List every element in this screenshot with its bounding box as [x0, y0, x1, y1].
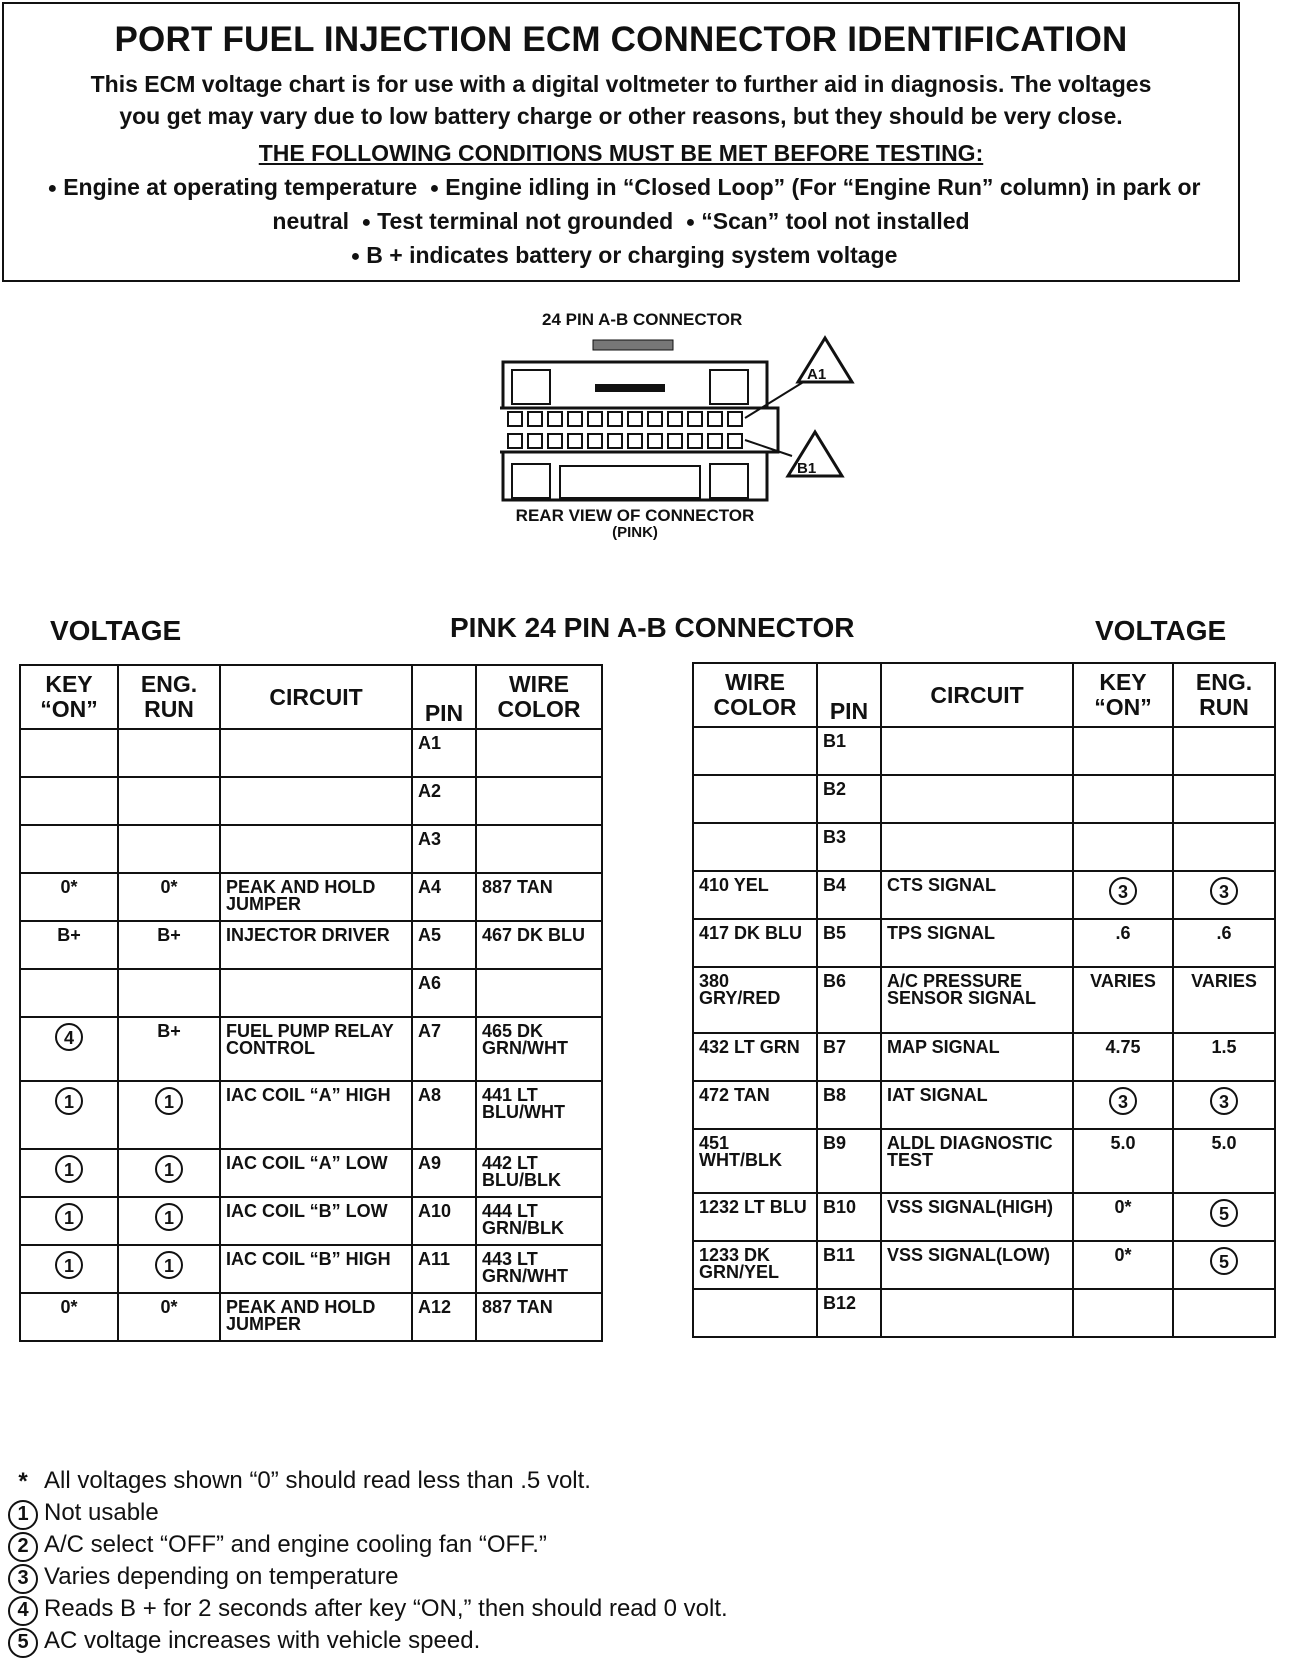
pin-table-a — [19, 664, 603, 1342]
conditions-line — [14, 239, 1228, 273]
bullet-icon: ● — [350, 248, 361, 265]
pin-cell: B8 — [817, 1081, 881, 1129]
table-header-row — [693, 663, 1275, 727]
footnote-item — [8, 1625, 1258, 1657]
col-header: WIRE COLOR — [476, 665, 602, 729]
pin-cell: A6 — [412, 969, 476, 1017]
pin-cell: B7 — [817, 1033, 881, 1081]
eng-run-cell — [1173, 1289, 1275, 1337]
eng-run-cell: B+ — [118, 921, 220, 969]
key-on-cell: 4.75 — [1073, 1033, 1173, 1081]
footnote-item — [8, 1529, 1258, 1561]
table-row — [693, 967, 1275, 1033]
eng-run-cell: B+ — [118, 1017, 220, 1081]
eng-run-cell — [118, 1197, 220, 1245]
col-header: KEY “ON” — [20, 665, 118, 729]
circuit-cell: MAP SIGNAL — [881, 1033, 1073, 1081]
pin-cell: A12 — [412, 1293, 476, 1341]
footnote-text: AC voltage increases with vehicle speed. — [44, 1627, 481, 1654]
note-3-circle-icon: 3 — [1210, 877, 1238, 905]
col-header: CIRCUIT — [220, 665, 412, 729]
eng-run-cell — [118, 729, 220, 777]
key-on-cell: B+ — [20, 921, 118, 969]
diagram-caption — [500, 506, 770, 540]
wire-color-cell: 441 LT BLU/WHT — [476, 1081, 602, 1149]
note-1-circle-icon: 1 — [155, 1155, 183, 1183]
pin-cell: B12 — [817, 1289, 881, 1337]
lower-key — [560, 466, 700, 498]
circuit-cell — [220, 777, 412, 825]
note-5-circle-icon: 5 — [1210, 1199, 1238, 1227]
circuit-cell — [220, 729, 412, 777]
col-header: KEY “ON” — [1073, 663, 1173, 727]
eng-run-cell: 0* — [118, 873, 220, 921]
table-row — [20, 921, 602, 969]
key-on-cell: 5.0 — [1073, 1129, 1173, 1193]
eng-run-cell — [118, 969, 220, 1017]
table-row — [20, 1245, 602, 1293]
intro-text — [24, 68, 1218, 132]
pin-cell: A1 — [412, 729, 476, 777]
pin-a1-label: A1 — [807, 366, 827, 383]
conditions-heading: THE FOLLOWING CONDITIONS MUST BE MET BEFORE TESTING: — [258, 140, 984, 166]
table-row — [20, 1293, 602, 1341]
table-row — [693, 1193, 1275, 1241]
note-3-circle-icon: 3 — [1210, 1087, 1238, 1115]
asterisk-marker — [8, 1466, 38, 1498]
connector-drawing — [500, 326, 900, 526]
table-row — [20, 873, 602, 921]
note-3-circle-icon: 3 — [8, 1564, 38, 1594]
conditions-line — [14, 171, 1228, 239]
eng-run-cell — [1173, 1081, 1275, 1129]
footnote-item — [8, 1497, 1258, 1529]
bullet-icon: ● — [361, 214, 372, 231]
key-on-cell — [20, 825, 118, 873]
wire-color-cell: 465 DK GRN/WHT — [476, 1017, 602, 1081]
circuit-cell — [881, 823, 1073, 871]
pin-cell: B11 — [817, 1241, 881, 1289]
key-on-cell — [20, 777, 118, 825]
footnotes — [8, 1465, 1258, 1657]
key-on-cell — [20, 1197, 118, 1245]
key-on-cell: 0* — [20, 873, 118, 921]
corner-cavity — [512, 370, 550, 404]
wire-color-cell: 410 YEL — [693, 871, 817, 919]
key-on-cell: 0* — [1073, 1241, 1173, 1289]
table-row — [20, 777, 602, 825]
footnote-item — [8, 1465, 1258, 1497]
wire-color-cell — [476, 969, 602, 1017]
key-on-cell — [20, 1149, 118, 1197]
note-marker — [8, 1561, 38, 1594]
col-header: CIRCUIT — [881, 663, 1073, 727]
key-on-cell — [1073, 1289, 1173, 1337]
footnote-item — [8, 1593, 1258, 1625]
table-row — [20, 825, 602, 873]
note-1-circle-icon: 1 — [155, 1251, 183, 1279]
circuit-cell: IAC COIL “A” HIGH — [220, 1081, 412, 1149]
wire-color-cell — [693, 1289, 817, 1337]
table-row — [693, 919, 1275, 967]
note-4-circle-icon: 4 — [55, 1023, 83, 1051]
wire-color-cell: 887 TAN — [476, 1293, 602, 1341]
note-1-circle-icon: 1 — [155, 1087, 183, 1115]
pin-cell: A2 — [412, 777, 476, 825]
wire-color-cell: 442 LT BLU/BLK — [476, 1149, 602, 1197]
col-header: ENG. RUN — [1173, 663, 1275, 727]
wire-color-cell — [693, 775, 817, 823]
key-on-cell — [1073, 871, 1173, 919]
bullet-icon: ● — [47, 180, 58, 197]
eng-run-cell — [1173, 1241, 1275, 1289]
connector-diagram — [500, 310, 900, 560]
note-1-circle-icon: 1 — [55, 1155, 83, 1183]
circuit-cell: ALDL DIAGNOSTIC TEST — [881, 1129, 1073, 1193]
pin-cell: A7 — [412, 1017, 476, 1081]
footnote-text: Reads B + for 2 seconds after key “ON,” then should read 0 volt. — [44, 1595, 728, 1622]
condition-item: Engine idling in “Closed Loop” (For “Engine Run” column) in park or neutral — [272, 174, 1201, 234]
key-on-cell — [1073, 823, 1173, 871]
eng-run-cell — [118, 1149, 220, 1197]
note-marker — [8, 1593, 38, 1626]
bullet-icon: ● — [685, 214, 696, 231]
note-5-circle-icon: 5 — [8, 1628, 38, 1658]
table-row — [20, 1017, 602, 1081]
note-marker — [8, 1497, 38, 1530]
pin-cell: A10 — [412, 1197, 476, 1245]
voltage-label-right: VOLTAGE — [1095, 615, 1227, 646]
pin-cell: B4 — [817, 871, 881, 919]
intro-line: you get may vary due to low battery charge or other reasons, but they should be very close. — [119, 103, 1123, 129]
pin-b1-label: B1 — [797, 460, 817, 477]
table-row — [693, 1081, 1275, 1129]
section-title: PINK 24 PIN A-B CONNECTOR — [450, 612, 855, 643]
pin-cell: A4 — [412, 873, 476, 921]
key-on-cell — [1073, 727, 1173, 775]
note-4-circle-icon: 4 — [8, 1596, 38, 1626]
note-1-circle-icon: 1 — [155, 1203, 183, 1231]
circuit-cell — [881, 775, 1073, 823]
col-header: ENG. RUN — [118, 665, 220, 729]
pin-cell: A8 — [412, 1081, 476, 1149]
table-row — [693, 727, 1275, 775]
note-1-circle-icon: 1 — [55, 1087, 83, 1115]
pin-cell: B3 — [817, 823, 881, 871]
circuit-cell: FUEL PUMP RELAY CONTROL — [220, 1017, 412, 1081]
conditions-list — [14, 171, 1228, 273]
circuit-cell: CTS SIGNAL — [881, 871, 1073, 919]
key-on-cell — [20, 729, 118, 777]
circuit-cell — [881, 727, 1073, 775]
key-on-cell — [20, 1017, 118, 1081]
circuit-cell: VSS SIGNAL(LOW) — [881, 1241, 1073, 1289]
wire-color-cell — [476, 729, 602, 777]
pin-cell: A3 — [412, 825, 476, 873]
circuit-cell: TPS SIGNAL — [881, 919, 1073, 967]
wire-color-cell: 451 WHT/BLK — [693, 1129, 817, 1193]
condition-item: B + indicates battery or charging system voltage — [366, 242, 898, 268]
col-header: WIRE COLOR — [693, 663, 817, 727]
key-on-cell: .6 — [1073, 919, 1173, 967]
eng-run-cell — [1173, 775, 1275, 823]
pin-cell: B6 — [817, 967, 881, 1033]
circuit-cell: A/C PRESSURE SENSOR SIGNAL — [881, 967, 1073, 1033]
wire-color-cell: 443 LT GRN/WHT — [476, 1245, 602, 1293]
eng-run-cell — [118, 1081, 220, 1149]
circuit-cell: PEAK AND HOLD JUMPER — [220, 873, 412, 921]
table-row — [20, 1081, 602, 1149]
pin-cell: A5 — [412, 921, 476, 969]
eng-run-cell — [118, 1245, 220, 1293]
key-on-cell — [20, 1245, 118, 1293]
wire-color-cell — [476, 825, 602, 873]
caption-line: (PINK) — [612, 524, 658, 541]
wire-color-cell: 1233 DK GRN/YEL — [693, 1241, 817, 1289]
note-marker — [8, 1625, 38, 1658]
key-slot — [595, 384, 665, 392]
voltage-label-left: VOLTAGE — [50, 615, 182, 646]
condition-item: Test terminal not grounded — [377, 208, 674, 234]
page-title: PORT FUEL INJECTION ECM CONNECTOR IDENTIFICATION — [114, 20, 1128, 59]
eng-run-cell — [1173, 871, 1275, 919]
circuit-cell — [220, 969, 412, 1017]
wire-color-cell: 467 DK BLU — [476, 921, 602, 969]
circuit-cell: VSS SIGNAL(HIGH) — [881, 1193, 1073, 1241]
eng-run-cell: 1.5 — [1173, 1033, 1275, 1081]
pin-table-b — [692, 662, 1276, 1338]
corner-cavity — [512, 464, 550, 498]
key-on-cell — [1073, 1081, 1173, 1129]
key-on-cell — [1073, 775, 1173, 823]
condition-item: “Scan” tool not installed — [701, 208, 970, 234]
circuit-cell: IAC COIL “B” HIGH — [220, 1245, 412, 1293]
wire-color-cell: 417 DK BLU — [693, 919, 817, 967]
footnote-text: All voltages shown “0” should read less than .5 volt. — [44, 1467, 591, 1494]
note-3-circle-icon: 3 — [1109, 1087, 1137, 1115]
key-on-cell — [20, 969, 118, 1017]
table-header-row — [20, 665, 602, 729]
wire-color-cell — [693, 727, 817, 775]
table-row — [693, 1289, 1275, 1337]
corner-cavity — [710, 464, 748, 498]
key-on-cell — [20, 1081, 118, 1149]
note-1-circle-icon: 1 — [55, 1251, 83, 1279]
circuit-cell: IAT SIGNAL — [881, 1081, 1073, 1129]
header-box — [2, 2, 1240, 282]
key-on-cell: 0* — [20, 1293, 118, 1341]
pin-cell: A9 — [412, 1149, 476, 1197]
footnote-text: Not usable — [44, 1499, 159, 1526]
bullet-icon: ● — [429, 180, 440, 197]
table-row — [693, 1033, 1275, 1081]
table-row — [20, 1197, 602, 1245]
asterisk-icon: * — [18, 1467, 28, 1495]
footnote-item — [8, 1561, 1258, 1593]
wire-color-cell: 432 LT GRN — [693, 1033, 817, 1081]
wire-color-cell: 380 GRY/RED — [693, 967, 817, 1033]
note-1-circle-icon: 1 — [55, 1203, 83, 1231]
pin-cell: B9 — [817, 1129, 881, 1193]
table-row — [693, 775, 1275, 823]
circuit-cell: INJECTOR DRIVER — [220, 921, 412, 969]
corner-cavity — [710, 370, 748, 404]
circuit-cell: IAC COIL “B” LOW — [220, 1197, 412, 1245]
eng-run-cell — [1173, 823, 1275, 871]
note-5-circle-icon: 5 — [1210, 1247, 1238, 1275]
eng-run-cell: .6 — [1173, 919, 1275, 967]
footnote-text: A/C select “OFF” and engine cooling fan “OFF.” — [44, 1531, 547, 1558]
eng-run-cell: VARIES — [1173, 967, 1275, 1033]
table-row — [693, 823, 1275, 871]
pin-cell: B1 — [817, 727, 881, 775]
table-row — [693, 1241, 1275, 1289]
diagram-title: 24 PIN A-B CONNECTOR — [542, 310, 743, 329]
pin-cell: B2 — [817, 775, 881, 823]
table-row — [693, 1129, 1275, 1193]
wire-color-cell — [476, 777, 602, 825]
pin-cell: A11 — [412, 1245, 476, 1293]
col-header: PIN — [817, 663, 881, 727]
pin-cell: B5 — [817, 919, 881, 967]
eng-run-cell — [1173, 1193, 1275, 1241]
pin-cell: B10 — [817, 1193, 881, 1241]
eng-run-cell: 0* — [118, 1293, 220, 1341]
eng-run-cell: 5.0 — [1173, 1129, 1275, 1193]
note-2-circle-icon: 2 — [8, 1532, 38, 1562]
eng-run-cell — [118, 777, 220, 825]
table-row — [20, 969, 602, 1017]
key-on-cell: VARIES — [1073, 967, 1173, 1033]
circuit-cell: PEAK AND HOLD JUMPER — [220, 1293, 412, 1341]
circuit-cell — [220, 825, 412, 873]
footnote-text: Varies depending on temperature — [44, 1563, 399, 1590]
table-row — [20, 1149, 602, 1197]
eng-run-cell — [118, 825, 220, 873]
wire-color-cell: 444 LT GRN/BLK — [476, 1197, 602, 1245]
col-header: PIN — [412, 665, 476, 729]
eng-run-cell — [1173, 727, 1275, 775]
key-on-cell: 0* — [1073, 1193, 1173, 1241]
table-row — [693, 871, 1275, 919]
wire-color-cell: 1232 LT BLU — [693, 1193, 817, 1241]
note-3-circle-icon: 3 — [1109, 877, 1137, 905]
connector-latch — [593, 340, 673, 350]
condition-item: Engine at operating temperature — [63, 174, 418, 200]
table-row — [20, 729, 602, 777]
wire-color-cell — [693, 823, 817, 871]
circuit-cell: IAC COIL “A” LOW — [220, 1149, 412, 1197]
wire-color-cell: 472 TAN — [693, 1081, 817, 1129]
note-marker — [8, 1529, 38, 1562]
note-1-circle-icon: 1 — [8, 1500, 38, 1530]
wire-color-cell: 887 TAN — [476, 873, 602, 921]
intro-line: This ECM voltage chart is for use with a digital voltmeter to further aid in diagnosis. The voltages — [90, 71, 1152, 97]
circuit-cell — [881, 1289, 1073, 1337]
caption-line: REAR VIEW OF CONNECTOR — [515, 506, 755, 525]
